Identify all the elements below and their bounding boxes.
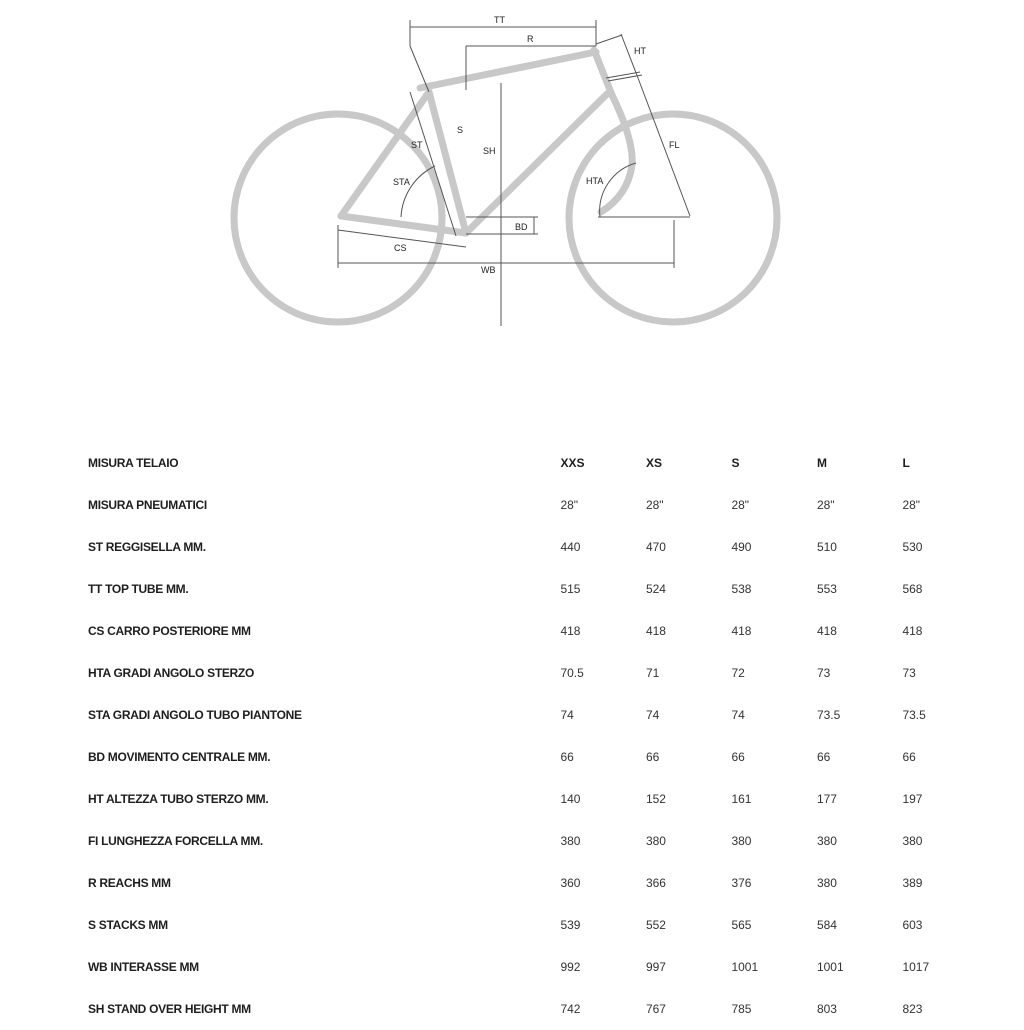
table-cell: 1017	[902, 960, 930, 974]
row-label: CS CARRO POSTERIORE MM	[88, 624, 251, 638]
table-cell: 28"	[645, 498, 664, 512]
table-cell: 418	[645, 624, 666, 638]
table-cell: 28"	[902, 498, 921, 512]
table-cell: 510	[816, 540, 837, 554]
size-header: S	[731, 456, 740, 470]
table-cell: 997	[645, 960, 666, 974]
table-cell: 28"	[560, 498, 579, 512]
row-label: BD MOVIMENTO CENTRALE MM.	[88, 750, 271, 764]
table-row	[88, 820, 988, 862]
label-fl: FL	[669, 140, 680, 150]
label-hta: HTA	[586, 176, 604, 186]
table-cell: 515	[560, 582, 581, 596]
row-label: MISURA PNEUMATICI	[88, 498, 207, 512]
table-cell: 1001	[816, 960, 844, 974]
table-cell: 380	[902, 834, 923, 848]
table-cell: 73	[902, 666, 916, 680]
table-cell: 380	[816, 876, 837, 890]
table-cell: 152	[645, 792, 666, 806]
table-cell: 70.5	[560, 666, 584, 680]
table-cell: 1001	[731, 960, 759, 974]
table-row	[88, 778, 988, 820]
table-cell: 380	[560, 834, 581, 848]
size-header: XS	[645, 456, 662, 470]
table-cell: 418	[816, 624, 837, 638]
table-cell: 74	[645, 708, 660, 722]
table-cell: 73	[816, 666, 831, 680]
row-label: WB INTERASSE MM	[88, 960, 199, 974]
table-cell: 490	[731, 540, 752, 554]
row-label: R REACHS MM	[88, 876, 171, 890]
table-cell: 380	[731, 834, 752, 848]
label-wb: WB	[481, 265, 496, 275]
table-cell: 360	[560, 876, 581, 890]
table-cell: 74	[731, 708, 745, 722]
table-cell: 568	[902, 582, 923, 596]
table-cell: 380	[645, 834, 666, 848]
label-tt: TT	[494, 15, 505, 25]
label-bd: BD	[515, 222, 528, 232]
size-header: M	[816, 456, 827, 470]
row-label: MISURA TELAIO	[88, 456, 179, 470]
label-cs: CS	[394, 243, 407, 253]
label-r: R	[527, 34, 534, 44]
row-label: FI LUNGHEZZA FORCELLA MM.	[88, 834, 263, 848]
table-cell: 161	[731, 792, 752, 806]
table-row	[88, 610, 988, 652]
table-cell: 376	[731, 876, 752, 890]
table-cell: 524	[645, 582, 666, 596]
geometry-table	[88, 442, 988, 1030]
table-cell: 74	[560, 708, 574, 722]
table-cell: 584	[816, 918, 837, 932]
row-label: SH STAND OVER HEIGHT MM	[88, 1002, 251, 1016]
table-row	[88, 946, 988, 988]
table-cell: 418	[902, 624, 923, 638]
table-cell: 66	[645, 750, 660, 764]
label-st: ST	[411, 140, 423, 150]
table-row	[88, 526, 988, 568]
table-cell: 28"	[816, 498, 835, 512]
table-cell: 72	[731, 666, 745, 680]
label-sta: STA	[393, 177, 410, 187]
table-header-row	[88, 442, 988, 484]
table-cell: 565	[731, 918, 752, 932]
table-cell: 73.5	[902, 708, 926, 722]
table-cell: 197	[902, 792, 923, 806]
table-row	[88, 904, 988, 946]
table-cell: 66	[560, 750, 574, 764]
table-cell: 742	[560, 1002, 581, 1016]
table-cell: 823	[902, 1002, 923, 1016]
table-cell: 366	[645, 876, 666, 890]
table-row	[88, 694, 988, 736]
row-label: HTA GRADI ANGOLO STERZO	[88, 666, 254, 680]
table-cell: 177	[816, 792, 837, 806]
table-cell: 785	[731, 1002, 752, 1016]
table-cell: 470	[645, 540, 666, 554]
size-header: XXS	[560, 456, 585, 470]
row-label: ST REGGISELLA MM.	[88, 540, 206, 554]
label-s: S	[457, 125, 464, 135]
bike-geometry-diagram	[0, 0, 1024, 340]
table-cell: 28"	[731, 498, 750, 512]
bike-frame	[341, 50, 632, 233]
table-cell: 992	[560, 960, 581, 974]
row-label: TT TOP TUBE MM.	[88, 582, 189, 596]
table-cell: 66	[816, 750, 831, 764]
table-cell: 552	[645, 918, 666, 932]
table-cell: 66	[731, 750, 745, 764]
table-cell: 538	[731, 582, 752, 596]
row-label: HT ALTEZZA TUBO STERZO MM.	[88, 792, 269, 806]
table-cell: 767	[645, 1002, 666, 1016]
label-sh: SH	[483, 146, 496, 156]
table-cell: 380	[816, 834, 837, 848]
table-cell: 73.5	[816, 708, 841, 722]
geometry-table-body	[88, 442, 988, 1030]
table-cell: 389	[902, 876, 923, 890]
table-cell: 66	[902, 750, 916, 764]
table-row	[88, 568, 988, 610]
table-cell: 530	[902, 540, 923, 554]
size-header: L	[902, 456, 910, 470]
table-row	[88, 862, 988, 904]
table-cell: 553	[816, 582, 837, 596]
table-row	[88, 736, 988, 778]
row-label: STA GRADI ANGOLO TUBO PIANTONE	[88, 708, 302, 722]
table-cell: 71	[645, 666, 660, 680]
table-cell: 440	[560, 540, 581, 554]
row-label: S STACKS MM	[88, 918, 168, 932]
label-ht: HT	[634, 46, 646, 56]
table-cell: 140	[560, 792, 581, 806]
table-cell: 803	[816, 1002, 837, 1016]
table-cell: 418	[731, 624, 752, 638]
table-row	[88, 652, 988, 694]
table-cell: 539	[560, 918, 581, 932]
table-row	[88, 484, 988, 526]
table-cell: 603	[902, 918, 923, 932]
table-cell: 418	[560, 624, 581, 638]
